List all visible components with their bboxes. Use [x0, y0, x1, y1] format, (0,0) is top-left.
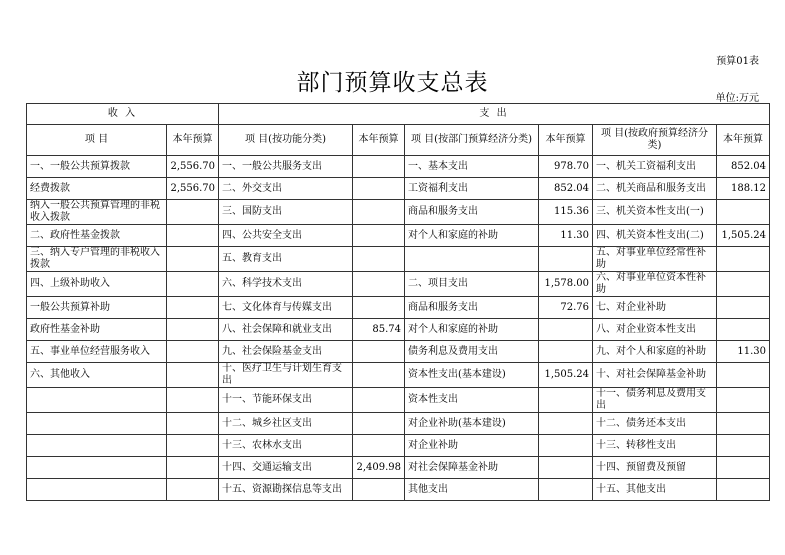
income-amount-cell: [167, 363, 219, 388]
gov-econ-amount-cell: [717, 435, 770, 457]
func-amount-cell: 2,409.98: [353, 457, 405, 479]
income-item-cell: [27, 413, 167, 435]
gov-econ-item-cell: 一、机关工资福利支出: [593, 156, 717, 178]
income-item-cell: 经费拨款: [27, 178, 167, 200]
income-amount-cell: [167, 413, 219, 435]
income-amount-cell: [167, 297, 219, 319]
income-item-cell: 四、上级补助收入: [27, 272, 167, 297]
form-number: 预算01表: [716, 56, 759, 67]
gov-econ-item-cell: 七、对企业补助: [593, 297, 717, 319]
func-item-cell: 七、文化体育与传媒支出: [219, 297, 353, 319]
gov-econ-item-cell: 五、对事业单位经常性补助: [593, 247, 717, 272]
income-item-cell: [27, 457, 167, 479]
income-amount-cell: [167, 435, 219, 457]
dept-econ-amount-cell: 1,578.00: [539, 272, 593, 297]
gov-econ-amount-cell: [717, 247, 770, 272]
gov-econ-item-cell: 六、对事业单位资本性补助: [593, 272, 717, 297]
dept-econ-item-cell: 商品和服务支出: [405, 297, 539, 319]
income-item-cell: 五、事业单位经营服务收入: [27, 341, 167, 363]
func-amount-cell: [353, 341, 405, 363]
func-item-cell: 十二、城乡社区支出: [219, 413, 353, 435]
func-amount-cell: [353, 413, 405, 435]
income-amount-cell: [167, 319, 219, 341]
income-item-cell: [27, 388, 167, 413]
table-row: [27, 363, 770, 388]
page-title: 部门预算收支总表: [296, 70, 489, 96]
dept-econ-item-cell: 商品和服务支出: [405, 200, 539, 225]
dept-econ-amount-cell: [539, 435, 593, 457]
table-row: [27, 297, 770, 319]
income-item-cell: [27, 479, 167, 501]
dept-econ-item-cell: 对企业补助(基本建设): [405, 413, 539, 435]
column-header-row: [27, 125, 770, 156]
gov-econ-item-cell: 十三、转移性支出: [593, 435, 717, 457]
income-item-cell: 三、纳入专户管理的非税收入拨款: [27, 247, 167, 272]
section-header-row: [27, 104, 770, 125]
table-row: [27, 388, 770, 413]
income-item-cell: 纳入一般公共预算管理的非税收入拨款: [27, 200, 167, 225]
table-row: [27, 413, 770, 435]
func-item-cell: 九、社会保险基金支出: [219, 341, 353, 363]
income-amount-cell: [167, 341, 219, 363]
func-amount-cell: [353, 388, 405, 413]
gov-econ-item-cell: 十二、债务还本支出: [593, 413, 717, 435]
income-item-cell: 六、其他收入: [27, 363, 167, 388]
income-item-cell: 二、政府性基金拨款: [27, 225, 167, 247]
func-amount-header: 本年预算: [353, 125, 405, 156]
gov-econ-item-cell: 十四、预留费及预留: [593, 457, 717, 479]
dept-econ-item-cell: [405, 247, 539, 272]
income-amount-cell: 2,556.70: [167, 156, 219, 178]
gov-econ-amount-cell: [717, 457, 770, 479]
gov-econ-amount-cell: 852.04: [717, 156, 770, 178]
income-amount-cell: [167, 479, 219, 501]
table-row: [27, 479, 770, 501]
dept-econ-item-header: 项 目(按部门预算经济分类): [405, 125, 539, 156]
dept-econ-amount-cell: [539, 479, 593, 501]
gov-econ-amount-cell: [717, 319, 770, 341]
dept-econ-amount-cell: [539, 388, 593, 413]
func-amount-cell: [353, 363, 405, 388]
table-row: [27, 225, 770, 247]
dept-econ-amount-cell: 1,505.24: [539, 363, 593, 388]
dept-econ-amount-cell: 115.36: [539, 200, 593, 225]
func-item-cell: 十三、农林水支出: [219, 435, 353, 457]
dept-econ-amount-cell: [539, 319, 593, 341]
income-item-cell: 一般公共预算补助: [27, 297, 167, 319]
dept-econ-item-cell: 对社会保障基金补助: [405, 457, 539, 479]
gov-econ-amount-cell: [717, 272, 770, 297]
dept-econ-item-cell: 资本性支出: [405, 388, 539, 413]
dept-econ-item-cell: 对个人和家庭的补助: [405, 225, 539, 247]
budget-summary-table: [26, 103, 770, 501]
gov-econ-amount-cell: [717, 388, 770, 413]
gov-econ-item-cell: 九、对个人和家庭的补助: [593, 341, 717, 363]
func-item-cell: 十一、节能环保支出: [219, 388, 353, 413]
func-amount-cell: 85.74: [353, 319, 405, 341]
func-amount-cell: [353, 479, 405, 501]
dept-econ-amount-cell: [539, 413, 593, 435]
dept-econ-amount-header: 本年预算: [539, 125, 593, 156]
gov-econ-amount-cell: [717, 200, 770, 225]
income-amount-cell: [167, 388, 219, 413]
func-item-cell: 三、国防支出: [219, 200, 353, 225]
income-item-cell: 政府性基金补助: [27, 319, 167, 341]
func-item-cell: 十、医疗卫生与计划生育支出: [219, 363, 353, 388]
expense-section-header: 支 出: [219, 104, 770, 125]
income-section-header: 收 入: [27, 104, 219, 125]
income-amount-cell: [167, 247, 219, 272]
income-amount-cell: [167, 272, 219, 297]
table-row: [27, 247, 770, 272]
gov-econ-item-cell: 八、对企业资本性支出: [593, 319, 717, 341]
income-amount-cell: [167, 200, 219, 225]
func-amount-cell: [353, 272, 405, 297]
func-item-cell: 十五、资源勘探信息等支出: [219, 479, 353, 501]
unit-label: 单位:万元: [715, 93, 759, 104]
dept-econ-item-cell: 一、基本支出: [405, 156, 539, 178]
func-amount-cell: [353, 200, 405, 225]
table-row: [27, 457, 770, 479]
func-item-cell: 一、一般公共服务支出: [219, 156, 353, 178]
dept-econ-amount-cell: [539, 457, 593, 479]
table-row: [27, 341, 770, 363]
gov-econ-amount-cell: [717, 297, 770, 319]
gov-econ-item-cell: 三、机关资本性支出(一): [593, 200, 717, 225]
income-amount-header: 本年预算: [167, 125, 219, 156]
func-item-header: 项 目(按功能分类): [219, 125, 353, 156]
dept-econ-amount-cell: 11.30: [539, 225, 593, 247]
dept-econ-amount-cell: 72.76: [539, 297, 593, 319]
func-amount-cell: [353, 435, 405, 457]
income-item-cell: 一、一般公共预算拨款: [27, 156, 167, 178]
dept-econ-amount-cell: [539, 247, 593, 272]
dept-econ-amount-cell: [539, 341, 593, 363]
func-item-cell: 六、科学技术支出: [219, 272, 353, 297]
gov-econ-amount-cell: [717, 363, 770, 388]
func-amount-cell: [353, 225, 405, 247]
gov-econ-item-header: 项 目(按政府预算经济分类): [593, 125, 717, 156]
func-amount-cell: [353, 156, 405, 178]
dept-econ-amount-cell: 978.70: [539, 156, 593, 178]
gov-econ-amount-header: 本年预算: [717, 125, 770, 156]
table-row: [27, 272, 770, 297]
func-item-cell: 五、教育支出: [219, 247, 353, 272]
gov-econ-amount-cell: [717, 413, 770, 435]
dept-econ-item-cell: 工资福利支出: [405, 178, 539, 200]
dept-econ-item-cell: 资本性支出(基本建设): [405, 363, 539, 388]
gov-econ-item-cell: 十五、其他支出: [593, 479, 717, 501]
income-amount-cell: 2,556.70: [167, 178, 219, 200]
gov-econ-amount-cell: 1,505.24: [717, 225, 770, 247]
gov-econ-item-cell: 十、对社会保障基金补助: [593, 363, 717, 388]
income-item-header: 项 目: [27, 125, 167, 156]
dept-econ-item-cell: 其他支出: [405, 479, 539, 501]
func-amount-cell: [353, 178, 405, 200]
table-row: [27, 435, 770, 457]
func-item-cell: 二、外交支出: [219, 178, 353, 200]
gov-econ-amount-cell: 11.30: [717, 341, 770, 363]
dept-econ-item-cell: 对企业补助: [405, 435, 539, 457]
dept-econ-amount-cell: 852.04: [539, 178, 593, 200]
dept-econ-item-cell: 对个人和家庭的补助: [405, 319, 539, 341]
table-row: [27, 319, 770, 341]
func-item-cell: 十四、交通运输支出: [219, 457, 353, 479]
func-item-cell: 四、公共安全支出: [219, 225, 353, 247]
func-item-cell: 八、社会保障和就业支出: [219, 319, 353, 341]
gov-econ-item-cell: 二、机关商品和服务支出: [593, 178, 717, 200]
income-amount-cell: [167, 225, 219, 247]
income-amount-cell: [167, 457, 219, 479]
dept-econ-item-cell: 债务利息及费用支出: [405, 341, 539, 363]
gov-econ-item-cell: 十一、债务利息及费用支出: [593, 388, 717, 413]
gov-econ-amount-cell: 188.12: [717, 178, 770, 200]
func-amount-cell: [353, 297, 405, 319]
dept-econ-item-cell: 二、项目支出: [405, 272, 539, 297]
table-row: [27, 156, 770, 178]
func-amount-cell: [353, 247, 405, 272]
table-row: [27, 200, 770, 225]
table-row: [27, 178, 770, 200]
gov-econ-item-cell: 四、机关资本性支出(二): [593, 225, 717, 247]
gov-econ-amount-cell: [717, 479, 770, 501]
income-item-cell: [27, 435, 167, 457]
